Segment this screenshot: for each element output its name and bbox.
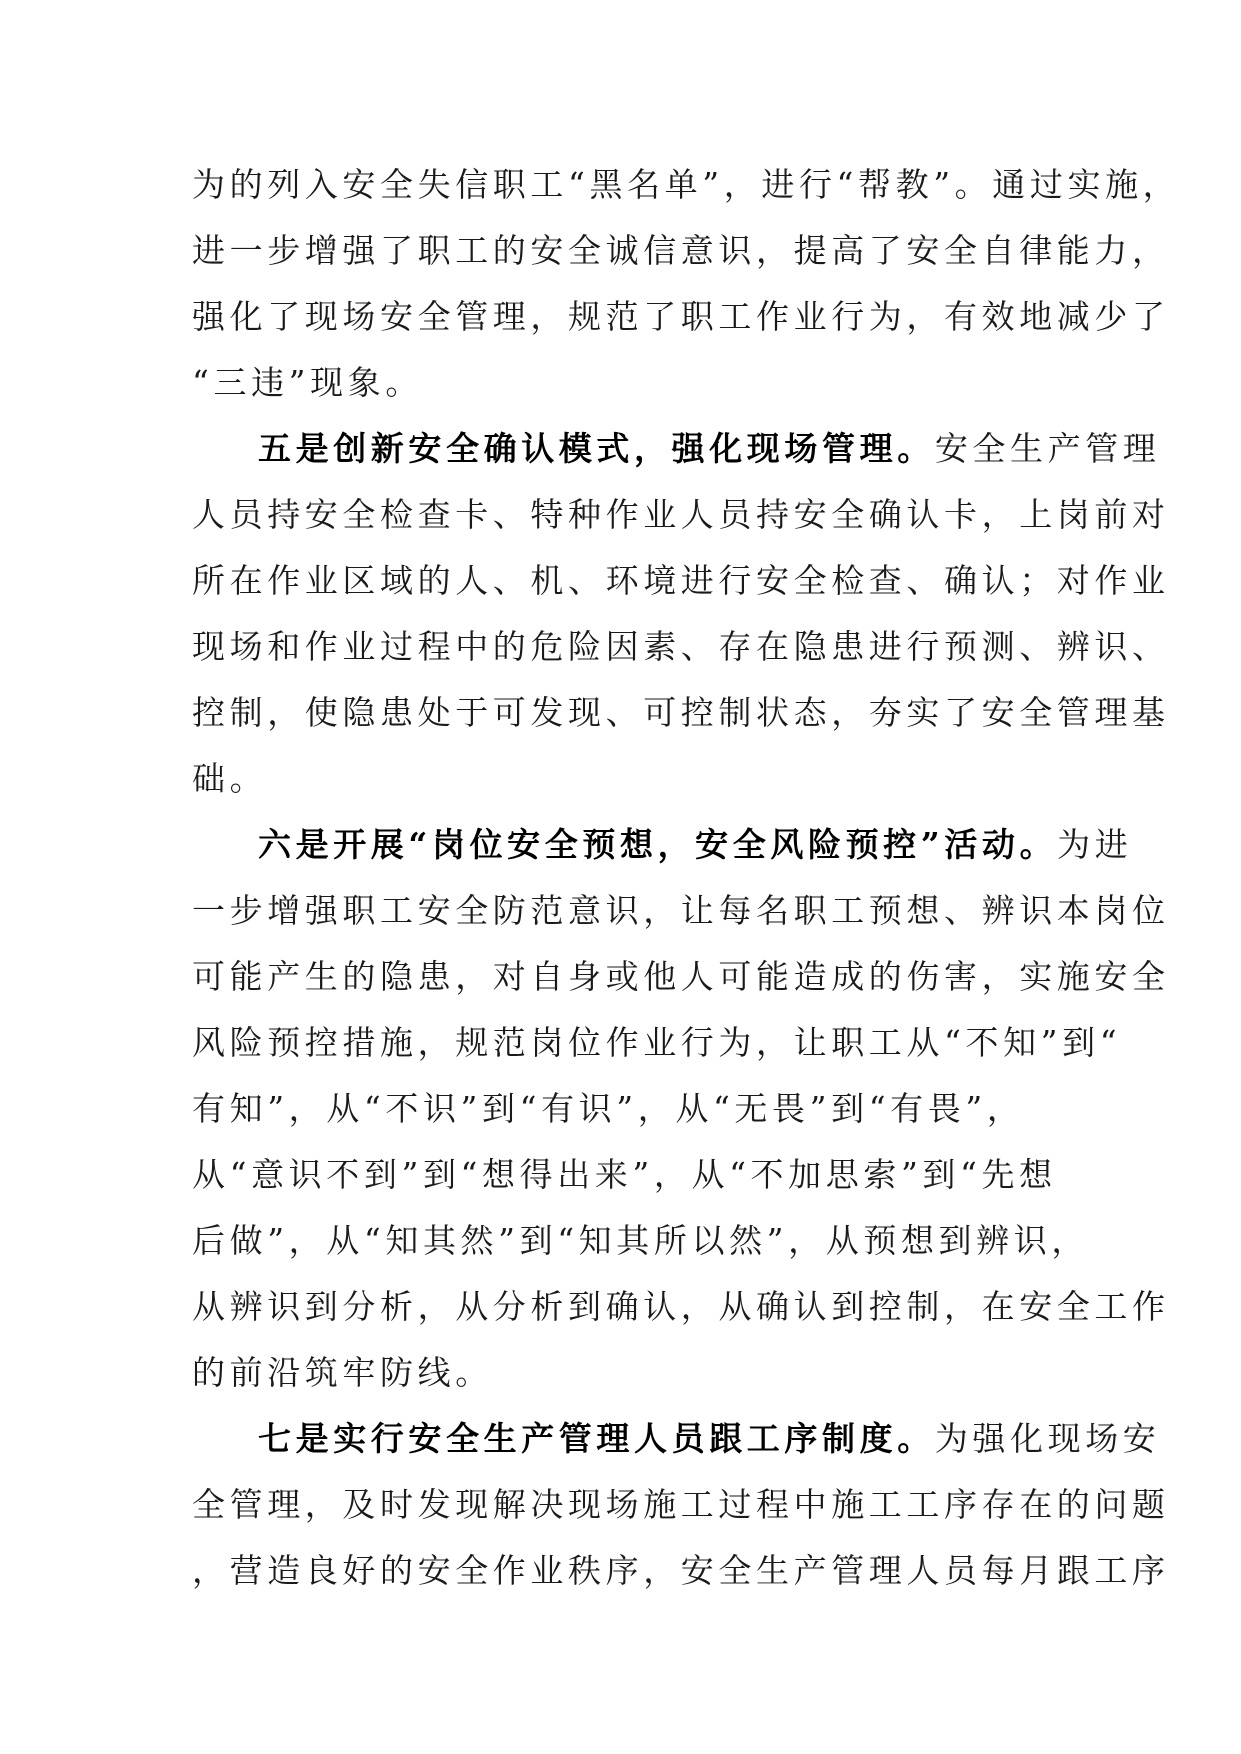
text-line: [192, 350, 1052, 416]
line-text: 可能产生的隐患，对自身或他人可能造成的伤害，实施安全: [192, 957, 1170, 996]
line-text: 安全生产管理: [934, 429, 1161, 468]
line-text: 后做”，从“知其然”到“知其所以然”，从预想到辨识，: [192, 1221, 1089, 1260]
line-text: 从辨识到分析，从分析到确认，从确认到控制，在安全工作: [192, 1287, 1170, 1326]
text-line: [192, 284, 1170, 350]
text-line: [192, 746, 1052, 812]
body-text: [192, 152, 1181, 1604]
text-line: [192, 614, 1170, 680]
line-text: 从“意识不到”到“想得出来”，从“不加思索”到“先想: [192, 1155, 1057, 1194]
line-text: 全管理，及时发现解决现场施工过程中施工工序存在的问题: [192, 1485, 1170, 1524]
text-line: [192, 1538, 1170, 1604]
text-line: [192, 482, 1170, 548]
line-text: 强化了现场安全管理，规范了职工作业行为，有效地减少了: [192, 297, 1170, 336]
text-line: [192, 1076, 1052, 1142]
text-line: [192, 152, 1181, 218]
text-line: [192, 1142, 1057, 1208]
paragraph-heading-line: [192, 416, 1161, 482]
text-line: [192, 878, 1170, 944]
text-line: [192, 1340, 1052, 1406]
text-line: [192, 680, 1170, 746]
line-text: 为强化现场安: [934, 1419, 1161, 1458]
text-line: [192, 1472, 1170, 1538]
line-text: 人员持安全检查卡、特种作业人员持安全确认卡，上岗前对: [192, 495, 1170, 534]
text-line: [192, 1208, 1089, 1274]
line-text: 为进: [1057, 825, 1133, 864]
line-text: 所在作业区域的人、机、环境进行安全检查、确认；对作业: [192, 561, 1170, 600]
paragraph-heading-line: [192, 1406, 1161, 1472]
line-text: 进一步增强了职工的安全诚信意识，提高了安全自律能力，: [192, 231, 1170, 270]
paragraph-heading-line: [192, 812, 1133, 878]
text-line: [192, 218, 1170, 284]
paragraph-lead: 六是开展“岗位安全预想，安全风险预控”活动。: [258, 825, 1058, 864]
line-text: 有知”，从“不识”到“有识”，从“无畏”到“有畏”，: [192, 1089, 1025, 1128]
line-text: 为的列入安全失信职工“黑名单”，进行“帮教”。通过实施，: [192, 165, 1181, 204]
text-line: [192, 1274, 1170, 1340]
paragraph-lead: 五是创新安全确认模式，强化现场管理。: [258, 429, 935, 468]
line-text: 础。: [192, 759, 268, 798]
text-line: [192, 944, 1170, 1010]
line-text: ，营造良好的安全作业秩序，安全生产管理人员每月跟工序: [192, 1551, 1170, 1590]
text-line: [192, 1010, 1122, 1076]
line-text: 风险预控措施，规范岗位作业行为，让职工从“不知”到“: [192, 1023, 1122, 1062]
line-text: 现场和作业过程中的危险因素、存在隐患进行预测、辨识、: [192, 627, 1170, 666]
line-text: 一步增强职工安全防范意识，让每名职工预想、辨识本岗位: [192, 891, 1170, 930]
line-text: 的前沿筑牢防线。: [192, 1353, 493, 1392]
line-text: “三违”现象。: [192, 363, 423, 402]
text-line: [192, 548, 1170, 614]
paragraph-lead: 七是实行安全生产管理人员跟工序制度。: [258, 1419, 935, 1458]
line-text: 控制，使隐患处于可发现、可控制状态，夯实了安全管理基: [192, 693, 1170, 732]
